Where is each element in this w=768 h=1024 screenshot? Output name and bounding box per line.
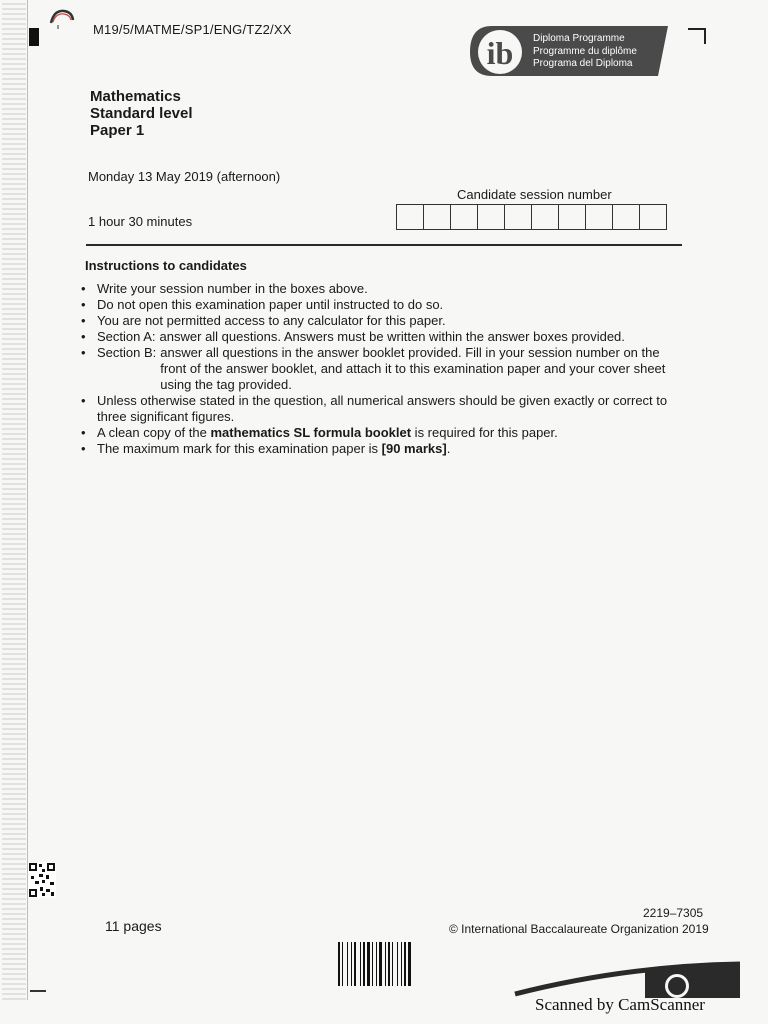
text: A clean copy of the [97,425,211,440]
instructions-list [81,281,681,457]
candidate-session-label: Candidate session number [457,187,612,202]
barcode-bar [408,942,411,986]
instruction-item: • Write your session number in the boxes above. [81,281,681,297]
copyright: © International Baccalaureate Organization 2019 [449,922,709,936]
barcode-bar [354,942,356,986]
instruction-item: • Unless otherwise stated in the question, all numerical answers should be given exactly or correct to three significant figures. [81,393,681,425]
barcode-bar [338,942,340,986]
barcode-bar [367,942,370,986]
staple-mark-icon [48,7,76,29]
instruction-item-formula-booklet [81,425,681,441]
barcode-bar [351,942,352,986]
text: . [446,441,451,456]
session-digit-box[interactable] [532,204,559,230]
barcode-bar [363,942,365,986]
text: The maximum mark for this examination paper is [97,441,382,456]
ib-footer-logo [505,958,740,998]
session-digit-box[interactable] [586,204,613,230]
paper: Paper 1 [90,122,145,139]
bold-text: [90 marks] [381,441,447,456]
section-label: • Section A: [97,329,156,344]
ib-logo-mark: ib [486,35,514,71]
candidate-session-boxes[interactable] [396,204,667,230]
barcode-bar [372,942,373,986]
paper-title [90,88,193,139]
session-digit-box[interactable] [478,204,505,230]
paper-code: M19/5/MATME/SP1/ENG/TZ2/XX [93,22,292,37]
barcode-bar [397,942,398,986]
session-digit-box[interactable] [451,204,478,230]
paper-number: 2219–7305 [643,906,704,920]
barcode-bar [388,942,390,986]
barcode-bar [376,942,377,986]
page-edge-line [27,0,28,1000]
exam-date: Monday 13 May 2019 (afternoon) [88,169,281,184]
barcode-bar [385,942,386,986]
instructions-heading: Instructions to candidates [85,258,247,273]
qr-code-icon [28,862,56,898]
section-label: • Section B: [97,345,157,360]
margin-mark [30,990,46,992]
logo-line: Programa del Diploma [533,58,633,69]
session-digit-box[interactable] [613,204,640,230]
session-digit-box[interactable] [559,204,586,230]
logo-line: Diploma Programme [533,33,625,44]
barcode-bar [342,942,343,986]
subject: Mathematics [90,88,181,105]
level: Standard level [90,105,193,122]
barcode-bar [392,942,393,986]
session-digit-box[interactable] [505,204,532,230]
barcode-bar [379,942,382,986]
camscanner-watermark: Scanned by CamScanner [535,995,705,1014]
instruction-item-section-a [81,329,681,345]
session-digit-box[interactable] [424,204,451,230]
ib-logo-text [533,33,637,71]
instruction-item: • You are not permitted access to any calculator for this paper. [81,313,681,329]
exam-duration: 1 hour 30 minutes [88,214,193,229]
logo-line: Programme du diplôme [533,45,637,57]
barcode-bar [404,942,406,986]
instruction-item: • Do not open this examination paper until instructed to do so. [81,297,681,313]
barcode-bar [347,942,348,986]
barcode-bar [401,942,402,986]
instruction-item-section-b [81,345,681,393]
header-divider [86,244,682,246]
session-digit-box[interactable] [397,204,424,230]
page-count: 11 pages [105,918,162,934]
text: is required for this paper. [411,425,558,440]
section-text: answer all questions in the answer booklet provided. Fill in your session number on the front of the answer booklet, and attach it to this examination paper and your cover sheet using the tag provided. [160,345,666,392]
instruction-item-max-marks [81,441,681,457]
barcode-bar [360,942,361,986]
corner-mark [688,28,706,44]
section-text: answer all questions. Answers must be written within the answer boxes provided. [159,329,625,344]
registration-mark [29,28,39,46]
barcode-icon [338,942,430,992]
perforated-edge [2,0,26,1000]
session-digit-box[interactable] [640,204,667,230]
bold-text: mathematics SL formula booklet [210,425,412,440]
